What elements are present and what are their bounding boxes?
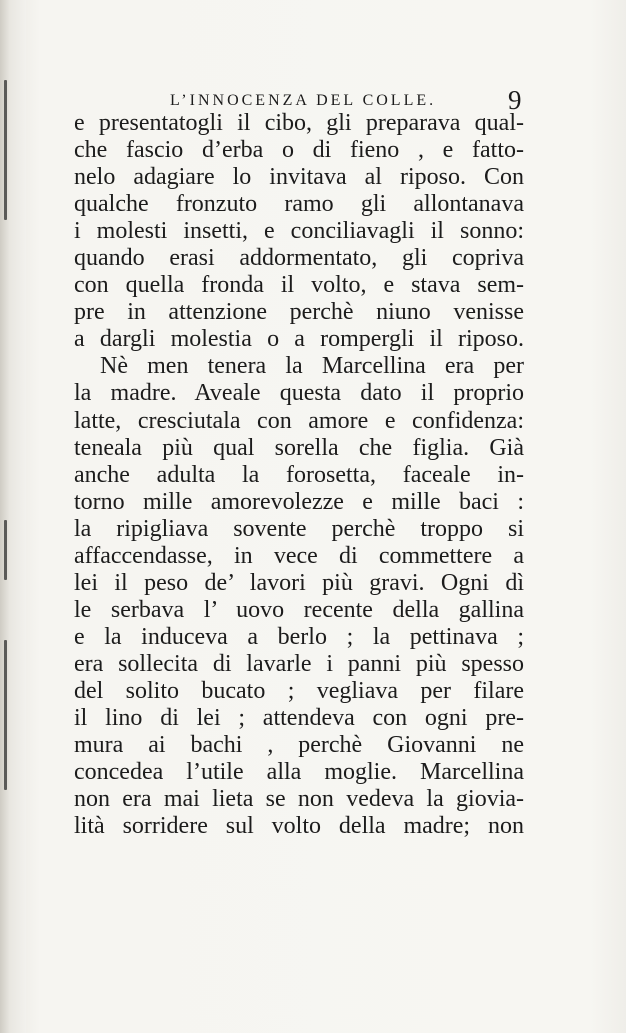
text-line: non era mai lieta se non vedeva la giovia-: [74, 786, 524, 813]
page-number: 9: [508, 85, 522, 115]
text-line: era sollecita di lavarle i panni più spesso: [74, 650, 524, 677]
text-line: nelo adagiare lo invitava al riposo. Con: [74, 164, 524, 191]
paragraph-start-line: Nè men tenera la Marcellina era per: [100, 353, 524, 380]
text-line: il lino di lei ; attendeva con ogni pre-: [74, 705, 524, 732]
text-line: le serbava l’ uovo recente della gallina: [74, 596, 524, 623]
text-line: che fascio d’erba o di fieno , e fatto-: [74, 137, 524, 164]
text-line: lità sorridere sul volto della madre; non: [74, 813, 524, 840]
text-line: i molesti insetti, e conciliavagli il sonno:: [74, 218, 524, 245]
text-line: e la induceva a berlo ; la pettinava ;: [74, 623, 524, 650]
text-line: qualche fronzuto ramo gli allontanava: [74, 191, 524, 218]
text-line: mura ai bachi , perchè Giovanni ne: [74, 732, 524, 759]
text-line: la ripigliava sovente perchè troppo si: [74, 515, 524, 542]
text-line: la madre. Aveale questa dato il proprio: [74, 380, 524, 407]
binding-shadow-mark: [4, 640, 7, 790]
text-line: latte, cresciutala con amore e confidenza:: [74, 407, 524, 434]
text-line: pre in attenzione perchè niuno venisse: [74, 299, 524, 326]
text-line: del solito bucato ; vegliava per filare: [74, 677, 524, 704]
text-line: a dargli molestia o a rompergli il riposo.: [74, 326, 524, 353]
running-head: L’INNOCENZA DEL COLLE.: [170, 92, 437, 109]
text-line: lei il peso de’ lavori più gravi. Ogni dì: [74, 569, 524, 596]
text-line: quando erasi addormentato, gli copriva: [74, 245, 524, 272]
text-line: torno mille amorevolezze e mille baci :: [74, 488, 524, 515]
binding-shadow-mark: [4, 80, 7, 220]
text-line: anche adulta la forosetta, faceale in-: [74, 461, 524, 488]
text-line: affaccendasse, in vece di commettere a: [74, 542, 524, 569]
text-line: teneala più qual sorella che figlia. Già: [74, 434, 524, 461]
text-line: con quella fronda il volto, e stava sem-: [74, 272, 524, 299]
body-text: [74, 110, 524, 840]
text-line: concedea l’utile alla moglie. Marcellina: [74, 759, 524, 786]
text-line: e presentatogli il cibo, gli preparava qual-: [74, 110, 524, 136]
binding-shadow-mark: [4, 520, 7, 580]
page-binding-edge: [0, 0, 26, 1033]
